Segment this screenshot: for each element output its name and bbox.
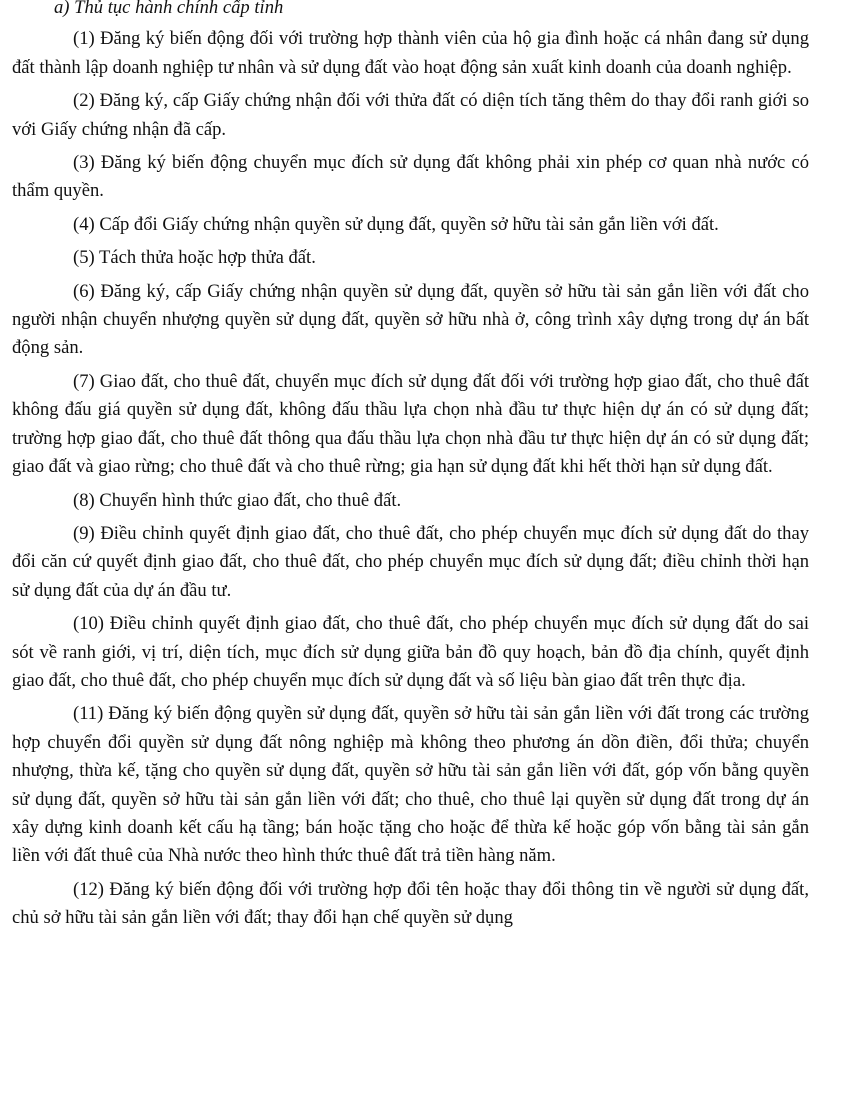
procedure-item-12: (12) Đăng ký biến động đối với trường hợp đổi tên hoặc thay đổi thông tin về người sử dụng đất, chủ sở hữu tài sản gắn liền với đất; thay đổi hạn chế quyền sử dụng xyxy=(12,878,809,929)
procedure-item-9: (9) Điều chỉnh quyết định giao đất, cho thuê đất, cho phép chuyển mục đích sử dụng đất do thay đổi căn cứ quyết định giao đất, cho thuê đất, cho phép chuyển mục đích sử dụng đất; điều chỉnh thời hạn sử dụng đất của dự án đầu tư. xyxy=(12,522,809,601)
section-heading: a) Thủ tục hành chính cấp tỉnh xyxy=(54,0,284,18)
procedure-item-2: (2) Đăng ký, cấp Giấy chứng nhận đối với thửa đất có diện tích tăng thêm do thay đổi ranh giới so với Giấy chứng nhận đã cấp. xyxy=(12,90,809,140)
procedure-item-1: (1) Đăng ký biến động đối với trường hợp thành viên của hộ gia đình hoặc cá nhân đang sử dụng đất thành lập doanh nghiệp tư nhân và sử dụng đất vào hoạt động sản xuất kinh doanh của doanh nghiệp. xyxy=(12,28,809,78)
procedure-item-3: (3) Đăng ký biến động chuyển mục đích sử dụng đất không phải xin phép cơ quan nhà nước có thẩm quyền. xyxy=(12,152,809,202)
procedure-item-10: (10) Điều chỉnh quyết định giao đất, cho thuê đất, cho phép chuyển mục đích sử dụng đất do sai sót về ranh giới, vị trí, diện tích, mục đích sử dụng giữa bản đồ quy hoạch, bản đồ địa chính, quyết định giao đất, cho thuê đất, cho phép chuyển mục đích sử dụng đất và số liệu bàn giao đất trên thực địa. xyxy=(12,613,809,691)
procedure-item-4: (4) Cấp đổi Giấy chứng nhận quyền sử dụng đất, quyền sở hữu tài sản gắn liền với đất. xyxy=(73,213,719,235)
procedure-item-7: (7) Giao đất, cho thuê đất, chuyển mục đích sử dụng đất đối với trường hợp giao đất, cho thuê đất không đấu giá quyền sử dụng đất, không đấu thầu lựa chọn nhà đầu tư thực hiện dự án có sử dụng đất; trường hợp giao đất, cho thuê đất thông qua đấu thầu lựa chọn nhà đầu tư thực hiện dự án có sử dụng đất; giao đất và giao rừng; cho thuê đất và cho thuê rừng; gia hạn sử dụng đất khi hết thời hạn sử dụng đất. xyxy=(12,370,809,478)
procedure-item-6: (6) Đăng ký, cấp Giấy chứng nhận quyền sử dụng đất, quyền sở hữu tài sản gắn liền với đất cho người nhận chuyển nhượng quyền sử dụng đất, quyền sở hữu nhà ở, công trình xây dựng trong dự án bất động sản. xyxy=(12,280,809,359)
procedure-item-11: (11) Đăng ký biến động quyền sử dụng đất, quyền sở hữu tài sản gắn liền với đất trong các trường hợp chuyển đổi quyền sử dụng đất nông nghiệp mà không theo phương án dồn điền, đổi thửa; chuyển nhượng, thừa kế, tặng cho quyền sử dụng đất, quyền sở hữu tài sản gắn liền với đất, góp vốn bằng quyền sử dụng đất, quyền sở hữu tài sản gắn liền với đất; cho thuê, cho thuê lại quyền sử dụng đất trong dự án xây dựng kinh doanh kết cấu hạ tầng; bán hoặc tặng cho hoặc để thừa kế hoặc góp vốn bằng tài sản gắn liền với đất thuê của Nhà nước theo hình thức thuê đất trả tiền hàng năm. xyxy=(12,703,809,867)
procedure-item-8: (8) Chuyển hình thức giao đất, cho thuê đất. xyxy=(73,489,402,511)
procedure-item-5: (5) Tách thửa hoặc hợp thửa đất. xyxy=(73,247,316,269)
document-page xyxy=(12,0,809,938)
